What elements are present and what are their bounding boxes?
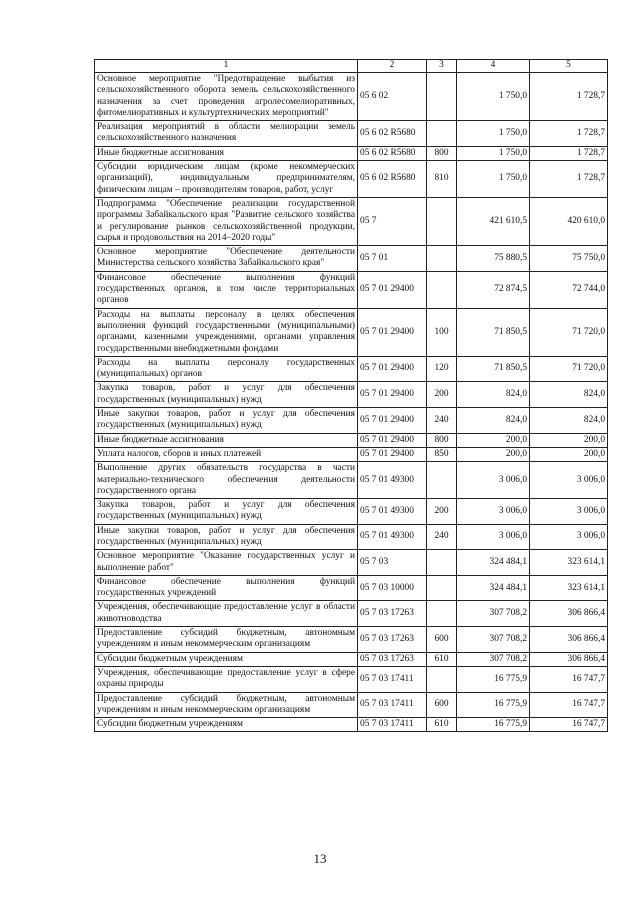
row-code-cell: 05 6 02 R5680 [358,146,427,160]
row-vr-cell [427,601,457,627]
row-vr-cell: 200 [427,382,457,408]
row-code-cell: 05 6 02 R5680 [358,161,427,198]
row-vr-cell [427,462,457,499]
row-code-cell: 05 7 03 17411 [358,666,427,692]
row-code-cell: 05 7 01 29400 [358,382,427,408]
row-name-cell: Финансовое обеспечение выполнения функций государственных органов, в том числе территориальных органов [95,271,358,308]
row-code-cell: 05 7 01 [358,246,427,272]
row-value-col4: 324 484,1 [457,550,530,576]
row-name-cell: Расходы на выплаты персоналу в целях обеспечения выполнения функций государственными (муниципальными) органами, казенными учреждениями, органами управления государственными внебюджетными фондами [95,308,358,356]
table-row [95,524,608,550]
row-name-cell: Предоставление субсидий бюджетным, автономным учреждениям и иным некоммерческим организациям [95,692,358,718]
row-name-cell: Подпрограмма "Обеспечение реализации государственной программы Забайкальского края "Развитие сельского хозяйства и регулирование рынков сельскохозяйственной продукции, сырья и продовольствия на 2014–2020 годы" [95,197,358,245]
row-vr-cell: 610 [427,652,457,666]
row-name-cell: Предоставление субсидий бюджетным, автономным учреждениям и иным некоммерческим организациям [95,627,358,653]
table-row [95,382,608,408]
table-row [95,447,608,461]
row-vr-cell [427,246,457,272]
row-vr-cell: 800 [427,433,457,447]
row-value-col5: 16 747,7 [530,666,608,692]
row-code-cell: 05 7 03 17263 [358,652,427,666]
table-row [95,550,608,576]
row-name-cell: Финансовое обеспечение выполнения функций государственных учреждений [95,575,358,601]
table-row [95,121,608,147]
table-row [95,408,608,434]
row-code-cell: 05 7 03 [358,550,427,576]
row-name-cell: Иные закупки товаров, работ и услуг для обеспечения государственных (муниципальных) нужд [95,408,358,434]
row-value-col4: 75 880,5 [457,246,530,272]
budget-table-body [95,60,608,732]
row-name-cell: Основное мероприятие "Оказание государственных услуг и выполнение работ" [95,550,358,576]
table-row [95,308,608,356]
row-value-col5: 72 744,0 [530,271,608,308]
row-name-cell: Выполнение других обязательств государства в части материально-технического обеспечения деятельности государственного органа [95,462,358,499]
row-value-col4: 200,0 [457,447,530,461]
row-value-col4: 16 775,9 [457,666,530,692]
row-code-cell: 05 7 01 29400 [358,308,427,356]
row-value-col4: 3 006,0 [457,462,530,499]
row-value-col4: 307 708,2 [457,652,530,666]
row-value-col5: 16 747,7 [530,718,608,732]
header-col-5: 5 [530,60,608,73]
header-col-2: 2 [358,60,427,73]
row-value-col5: 71 720,0 [530,308,608,356]
row-vr-cell: 100 [427,308,457,356]
row-value-col5: 306 866,4 [530,601,608,627]
row-vr-cell [427,271,457,308]
row-code-cell: 05 7 01 29400 [358,408,427,434]
table-row [95,692,608,718]
row-value-col5: 824,0 [530,382,608,408]
row-vr-cell: 610 [427,718,457,732]
row-value-col5: 1 728,7 [530,146,608,160]
row-value-col5: 75 750,0 [530,246,608,272]
row-code-cell: 05 7 01 49300 [358,462,427,499]
row-value-col4: 324 484,1 [457,575,530,601]
row-name-cell: Субсидии бюджетным учреждениям [95,652,358,666]
table-row [95,73,608,121]
row-code-cell: 05 7 01 29400 [358,433,427,447]
row-name-cell: Уплата налогов, сборов и иных платежей [95,447,358,461]
row-name-cell: Иные бюджетные ассигнования [95,146,358,160]
row-value-col5: 200,0 [530,447,608,461]
row-value-col5: 824,0 [530,408,608,434]
table-row [95,462,608,499]
table-row [95,146,608,160]
table-row [95,197,608,245]
row-name-cell: Закупка товаров, работ и услуг для обеспечения государственных (муниципальных) нужд [95,382,358,408]
table-header-row [95,60,608,73]
row-name-cell: Субсидии бюджетным учреждениям [95,718,358,732]
table-row [95,718,608,732]
row-value-col5: 3 006,0 [530,499,608,525]
row-value-col4: 3 006,0 [457,524,530,550]
row-vr-cell [427,121,457,147]
row-value-col5: 1 728,7 [530,121,608,147]
row-code-cell: 05 7 01 29400 [358,447,427,461]
row-value-col4: 71 850,5 [457,356,530,382]
row-code-cell: 05 6 02 R5680 [358,121,427,147]
row-value-col4: 16 775,9 [457,692,530,718]
row-vr-cell: 850 [427,447,457,461]
row-code-cell: 05 7 03 17411 [358,692,427,718]
row-code-cell: 05 7 01 49300 [358,524,427,550]
row-value-col4: 1 750,0 [457,121,530,147]
row-vr-cell: 600 [427,627,457,653]
table-row [95,433,608,447]
row-value-col4: 824,0 [457,408,530,434]
row-vr-cell: 810 [427,161,457,198]
row-value-col5: 306 866,4 [530,652,608,666]
row-value-col5: 71 720,0 [530,356,608,382]
header-col-1: 1 [95,60,358,73]
row-value-col5: 3 006,0 [530,462,608,499]
row-value-col4: 307 708,2 [457,601,530,627]
row-code-cell: 05 7 03 10000 [358,575,427,601]
row-value-col4: 72 874,5 [457,271,530,308]
table-row [95,499,608,525]
row-vr-cell: 240 [427,408,457,434]
header-col-4: 4 [457,60,530,73]
row-value-col5: 1 728,7 [530,161,608,198]
row-vr-cell: 240 [427,524,457,550]
row-vr-cell: 120 [427,356,457,382]
row-value-col4: 16 775,9 [457,718,530,732]
row-name-cell: Основное мероприятие "Предотвращение выбытия из сельскохозяйственного оборота земель сельскохозяйственного назначения за счет проведения агролесомелиоративных, фитомелиоративных и культуртехнических мероприятий" [95,73,358,121]
row-name-cell: Основное мероприятие "Обеспечение деятельности Министерства сельского хозяйства Забайкальского края" [95,246,358,272]
row-code-cell: 05 7 [358,197,427,245]
row-vr-cell: 200 [427,499,457,525]
row-name-cell: Реализация мероприятий в области мелиорации земель сельскохозяйственного назначения [95,121,358,147]
row-value-col5: 1 728,7 [530,73,608,121]
budget-table [94,59,608,732]
header-col-3: 3 [427,60,457,73]
row-name-cell: Иные бюджетные ассигнования [95,433,358,447]
table-row [95,601,608,627]
row-name-cell: Учреждения, обеспечивающие предоставление услуг в области животноводства [95,601,358,627]
row-name-cell: Учреждения, обеспечивающие предоставление услуг в сфере охраны природы [95,666,358,692]
row-value-col4: 200,0 [457,433,530,447]
row-value-col5: 200,0 [530,433,608,447]
row-vr-cell [427,197,457,245]
table-row [95,161,608,198]
row-vr-cell: 800 [427,146,457,160]
row-value-col4: 307 708,2 [457,627,530,653]
table-row [95,652,608,666]
row-code-cell: 05 7 01 29400 [358,356,427,382]
row-code-cell: 05 7 03 17263 [358,601,427,627]
row-value-col5: 323 614,1 [530,575,608,601]
row-value-col4: 421 610,5 [457,197,530,245]
row-code-cell: 05 6 02 [358,73,427,121]
row-vr-cell [427,575,457,601]
row-value-col5: 323 614,1 [530,550,608,576]
row-vr-cell: 600 [427,692,457,718]
table-row [95,356,608,382]
row-name-cell: Субсидии юридическим лицам (кроме некоммерческих организаций), индивидуальным предпринимателям, физическим лицам – производителям товаров, работ, услуг [95,161,358,198]
row-name-cell: Закупка товаров, работ и услуг для обеспечения государственных (муниципальных) нужд [95,499,358,525]
table-row [95,627,608,653]
row-vr-cell [427,666,457,692]
row-name-cell: Расходы на выплаты персоналу государственных (муниципальных) органов [95,356,358,382]
row-code-cell: 05 7 01 49300 [358,499,427,525]
row-value-col4: 1 750,0 [457,161,530,198]
table-row [95,575,608,601]
page-number: 13 [313,851,327,866]
row-code-cell: 05 7 03 17263 [358,627,427,653]
row-code-cell: 05 7 01 29400 [358,271,427,308]
table-row [95,246,608,272]
row-value-col5: 306 866,4 [530,627,608,653]
row-value-col4: 1 750,0 [457,146,530,160]
table-row [95,271,608,308]
row-value-col4: 3 006,0 [457,499,530,525]
row-value-col5: 3 006,0 [530,524,608,550]
row-vr-cell [427,73,457,121]
row-name-cell: Иные закупки товаров, работ и услуг для обеспечения государственных (муниципальных) нужд [95,524,358,550]
row-value-col5: 16 747,7 [530,692,608,718]
table-row [95,666,608,692]
row-value-col4: 71 850,5 [457,308,530,356]
row-value-col4: 1 750,0 [457,73,530,121]
row-value-col4: 824,0 [457,382,530,408]
row-vr-cell [427,550,457,576]
row-code-cell: 05 7 03 17411 [358,718,427,732]
row-value-col5: 420 610,0 [530,197,608,245]
